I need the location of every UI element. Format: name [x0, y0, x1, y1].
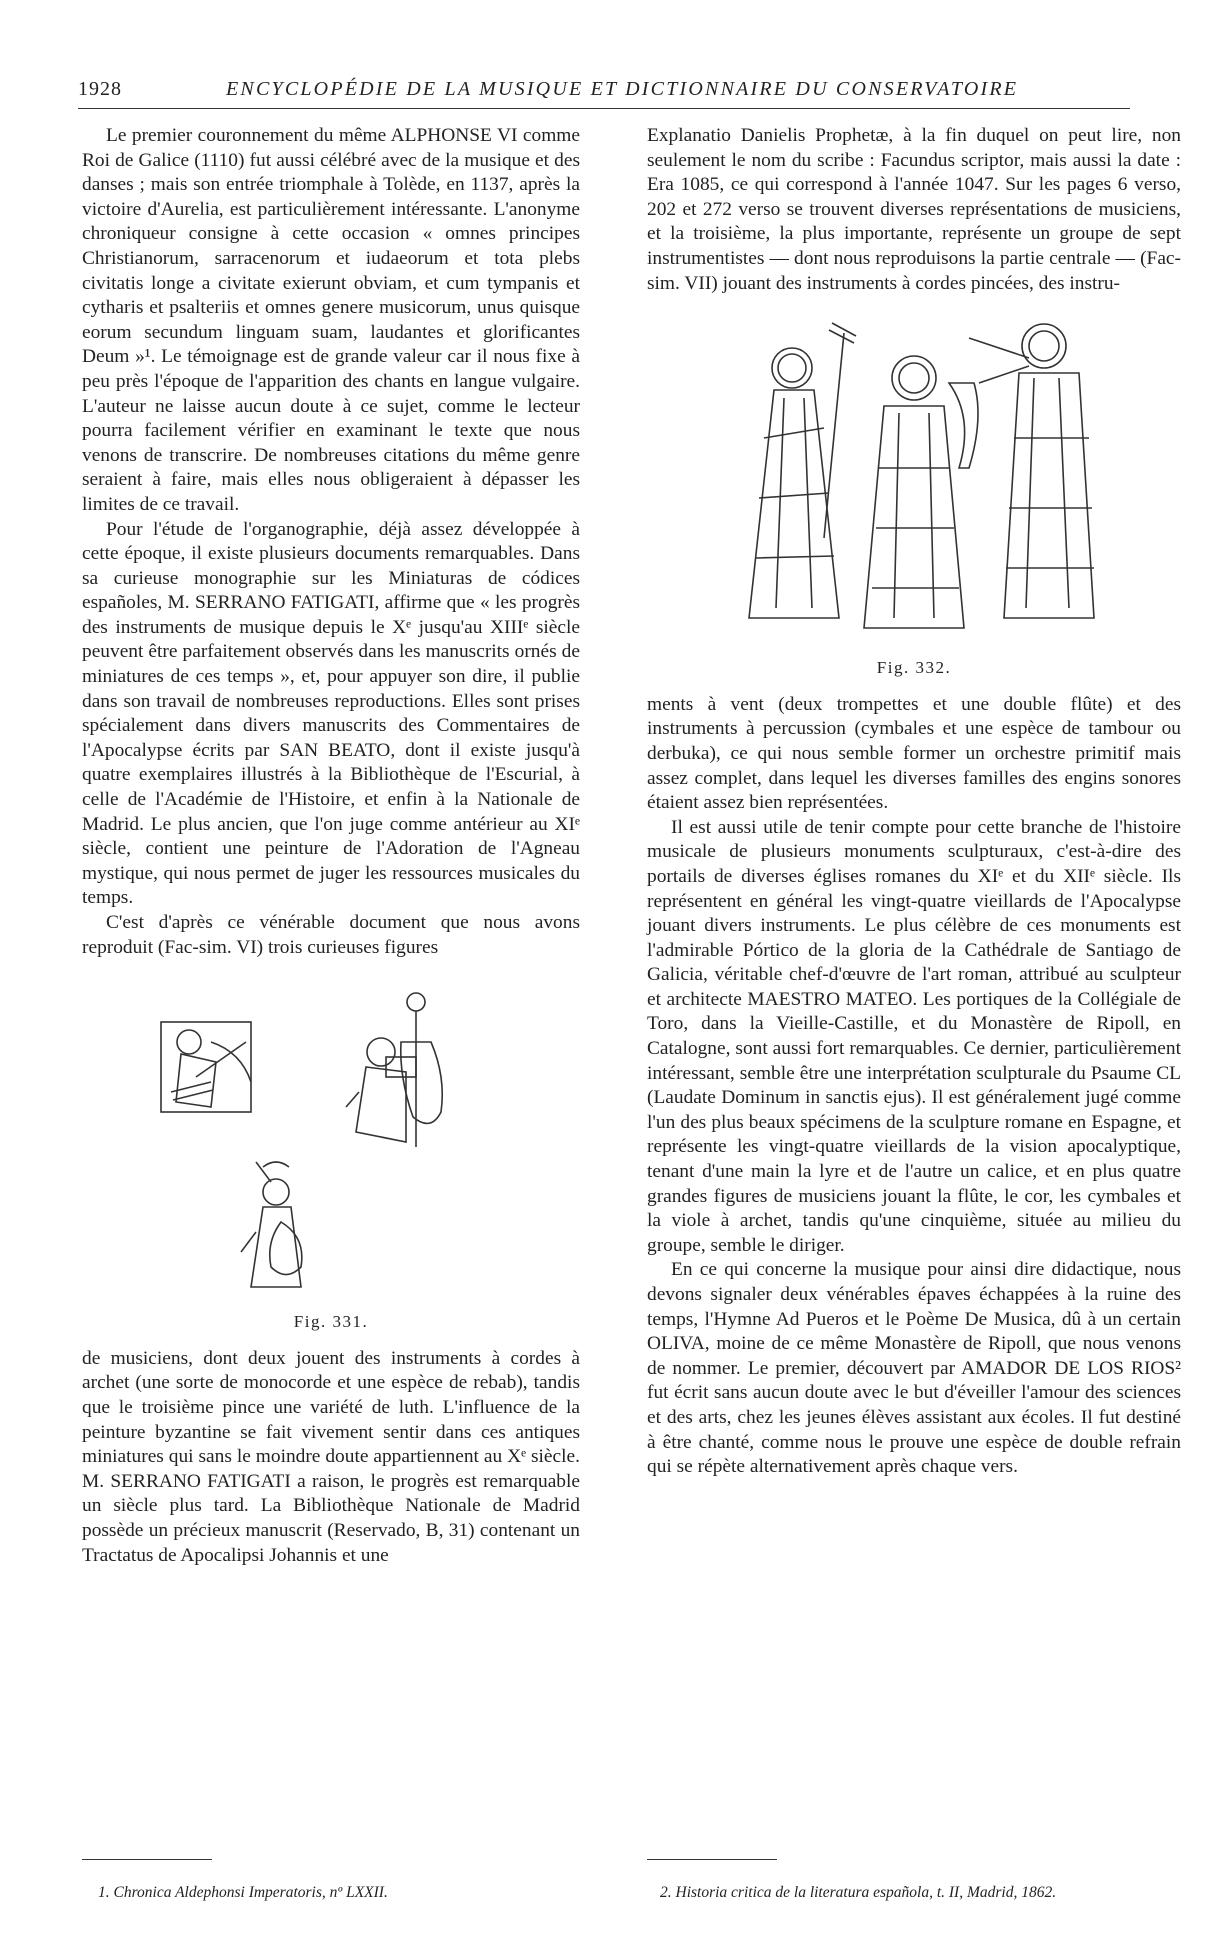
column-gutter [627, 124, 628, 1824]
musician-centre-drawing [864, 356, 978, 628]
left-footnote-rule [82, 1859, 212, 1860]
left-footnote: 1. Chronica Aldephonsi Imperatoris, nº LXXII. [98, 1884, 388, 1901]
right-paragraph-4: En ce qui concerne la musique pour ainsi dire didactique, nous devons signaler deux vénérables épaves échappées à la ruine des temps, l'Hymne Ad Pueros et le Poème De Musica, dû à un certain OLIVA, moine de ce même Monastère de Ripoll, que nous venons de nommer. Le premier, découvert par AMADOR DE LOS RIOS² fut écrit sans aucun doute avec le but d'éveiller l'amour des sciences et des arts, chez les jeunes élèves assistant aux écoles. Il fut destiné à être chanté, comme nous le prouve une espèce de double refrain qui se répète alternativement après chaque vers. [647, 1259, 1181, 1478]
left-paragraph-2: Pour l'étude de l'organographie, déjà assez développée à cette époque, il existe plusieurs documents remarquables. Dans sa curieuse monographie sur les Miniaturas de códices españoles, M. SERRANO FATIGATI, affirme que « les progrès des instruments de musique depuis le Xᵉ jusqu'au XIIIᵉ siècle peuvent être parfaitement observés dans les manuscrits ornés de miniatures de ces temps », et, pour appuyer son dire, il publie dans son travail de nombreuses reproductions. Elles sont prises spécialement dans divers manuscrits des Commentaires de l'Apocalypse écrits par SAN BEATO, dont il existe jusqu'à quatre exemplaires illustrés à la Bibliothèque de l'Escurial, à celle de l'Académie de l'Histoire, et enfin à la Nationale de Madrid. Le plus ancien, que l'on juge comme antérieur au XIᵉ siècle, contient une peinture de l'Adoration de l'Agneau mystique, qui nous permet de juger les ressources musicales du temps. [82, 518, 580, 909]
musician-right-drawing [969, 324, 1094, 618]
right-paragraph-3: Il est aussi utile de tenir compte pour cette branche de l'histoire musicale de plusieurs monuments sculpturaux, c'est-à-dire des portails de diverses églises romanes du XIᵉ et du XIIᵉ siècle. Ils représentent en général les vingt-quatre vieillards de l'Apocalypse jouant divers instruments. Le plus célèbre de ces monuments est l'admirable Pórtico de la gloria de la Cathédrale de Santiago de Galicia, véritable chef-d'œuvre de l'art roman, attribué au sculpteur et architecte MAESTRO MATEO. Les portiques de la Collégiale de Toro, dans la Vieille-Castille, et du Monastère de Ripoll, en Catalogne, sont aussi fort remarquables. Ce dernier, particulièrement intéressant, semble être une interprétation sculpturale du Psaume CL (Laudate Dominum in sanctis ejus). Il est généralement jugé comme l'un des plus beaux spécimens de la sculpture romane en Espagne, et représente les vingt-quatre vieillards de la vision apocalyptique, tenant d'une main la lyre et de l'autre un calice, et en plus quatre grandes figures de musiciens jouant la flûte, le cor, les cymbales et la viole à archet, tandis qu'une cinquième, située au milieu du groupe, semble le diriger. [647, 816, 1181, 1256]
musician-3-drawing [241, 1162, 302, 1287]
right-footnote-rule [647, 1859, 777, 1860]
left-paragraph-1: Le premier couronnement du même ALPHONSE VI comme Roi de Galice (1110) fut aussi célébré avec de la musique et des danses ; mais son entrée triomphale à Tolède, en 1137, après la victoire d'Aurelia, est particulièrement intéressante. L'anonyme chroniqueur consigne à cette occasion « omnes principes Christianorum, sarracenorum et iudaeorum et tota plebs civitatis longe a civitate exierunt obviam, et cum tympanis et cytharis et psalteriis et omnes genere musicorum, unus quisque eorum secundum linguam suam, laudantes et glorificantes Deum »¹. Le témoignage est de grande valeur car il nous fixe à peu près l'époque de l'apparition des chants en langue vulgaire. L'auteur ne laisse aucun doute à ce sujet, comme le lecteur pourra facilement vérifier en examinant le texte que nous venons de transcrire. De nombreuses citations du même genre seraient à faire, mais elles nous obligeraient à dépasser les limites de ce travail. [82, 125, 580, 515]
right-paragraph-1: Explanatio Danielis Prophetæ, à la fin duquel on peut lire, non seulement le nom du scribe : Facundus scriptor, mais aussi la date : Era 1085, ce qui correspond à l'année 1047. Sur les pages 6 verso, 202 et 272 verso se trouvent diverses représentations de musiciens, et la troisième, la plus importante, représente un groupe de sept instrumentistes — dont nous reproduisons la partie centrale — (Fac-sim. VII) jouant des instruments à cordes pincées, des instru- [647, 125, 1181, 294]
right-paragraph-2: ments à vent (deux trompettes et une double flûte) et des instruments à percussion (cymbales et une espèce de tambour ou derbuka), ce qui nous semble former un orchestre primitif mais assez complet, dans lequel les diverses familles des engins sonores étaient assez bien représentées. [647, 693, 1181, 814]
musician-1-drawing [161, 1022, 251, 1112]
figure-331 [82, 982, 580, 1335]
page-header [78, 78, 1130, 109]
figure-331-illustration [141, 982, 521, 1302]
left-column [82, 124, 580, 1568]
left-paragraph-3: C'est d'après ce vénérable document que nous avons reproduit (Fac-sim. VI) trois curieuses figures [82, 912, 580, 958]
figure-331-caption: Fig. 331. [293, 1312, 369, 1332]
musician-left-drawing [749, 323, 856, 618]
running-title: ENCYCLOPÉDIE DE LA MUSIQUE ET DICTIONNAIRE DU CONSERVATOIRE [226, 78, 1019, 100]
right-footnote: 2. Historia critica de la literatura española, t. II, Madrid, 1862. [660, 1884, 1057, 1901]
page-number: 1928 [78, 78, 122, 100]
figure-332 [647, 318, 1181, 681]
figure-332-caption: Fig. 332. [876, 658, 952, 678]
musician-2-drawing [346, 993, 442, 1147]
left-paragraph-4: de musiciens, dont deux jouent des instruments à cordes à archet (une sorte de monocorde et une espèce de rebab), tandis que le troisième pince une variété de luth. L'influence de la peinture byzantine se fait vivement sentir dans ces antiques miniatures qui sans le moindre doute appartiennent au Xᵉ siècle. M. SERRANO FATIGATI a raison, le progrès est remarquable un siècle plus tard. La Bibliothèque Nationale de Madrid possède un précieux manuscrit (Reservado, B, 31) contenant un Tractatus de Apocalipsi Johannis et une [82, 1347, 580, 1566]
right-column [647, 124, 1181, 1480]
figure-332-illustration [704, 318, 1124, 648]
